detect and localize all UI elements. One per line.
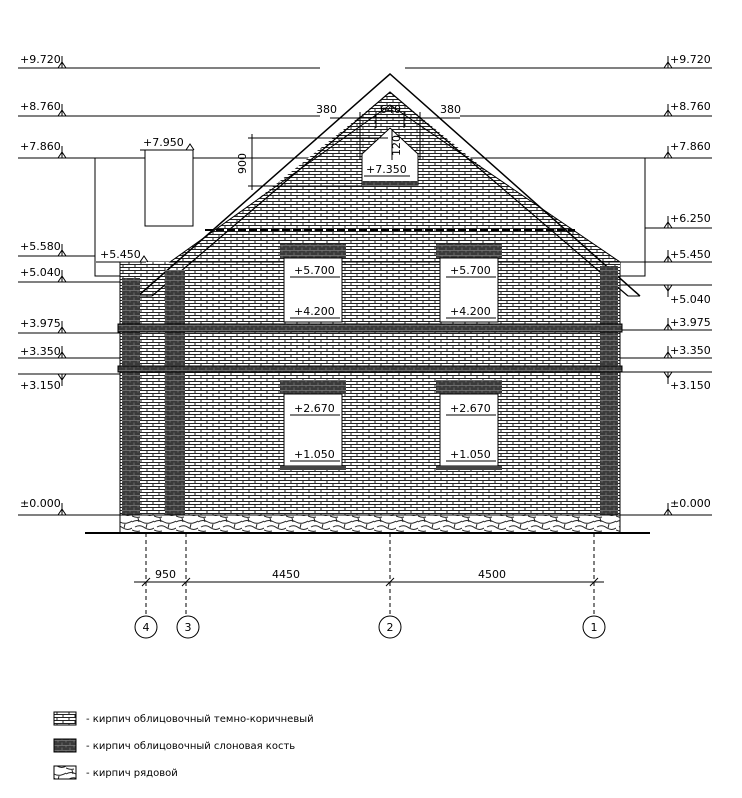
axis-markers: [135, 616, 605, 638]
level-label: ±0.000: [670, 497, 711, 510]
window-sill: [436, 466, 502, 470]
legend-text: - кирпич рядовой: [86, 768, 178, 779]
legend-text: - кирпич облицовочный темно-коричневый: [86, 714, 314, 725]
level-mark: [18, 374, 120, 392]
level-mark: [18, 317, 120, 333]
level-label: ±0.000: [20, 497, 61, 510]
axis-bubble: [135, 616, 157, 638]
level-mark: [460, 100, 712, 116]
legend-item: [54, 712, 314, 725]
legend-item: [54, 766, 178, 779]
level-label: +5.580: [20, 240, 61, 253]
level-mark: [620, 497, 712, 515]
legend-item: [54, 739, 295, 752]
level-mark: [290, 448, 340, 461]
axis-label: 4: [142, 621, 150, 634]
dim-label: 4450: [272, 568, 300, 581]
level-label: +5.450: [100, 248, 141, 261]
level-label: +3.975: [670, 316, 711, 329]
level-label: +7.950: [143, 136, 184, 149]
belt-course: [118, 324, 622, 332]
level-mark: [290, 264, 340, 277]
level-mark: [446, 264, 496, 277]
level-mark: [96, 248, 148, 262]
legend-text: - кирпич облицовочный слоновая кость: [86, 741, 296, 752]
chimney: [145, 150, 193, 226]
level-mark: [364, 163, 410, 176]
level-label: +3.150: [20, 379, 61, 392]
level-label: +4.200: [294, 305, 335, 318]
level-label: +2.670: [294, 402, 335, 415]
level-mark: [446, 448, 496, 461]
level-mark: [290, 305, 340, 318]
level-mark: [18, 100, 320, 116]
level-mark: [18, 240, 95, 256]
brick-dark-icon: [54, 739, 76, 752]
level-label: +5.450: [670, 248, 711, 261]
level-label: +5.700: [294, 264, 335, 277]
window-sill: [280, 466, 346, 470]
axis-bubble: [177, 616, 199, 638]
level-label: +3.150: [670, 379, 711, 392]
level-label: +8.760: [20, 100, 61, 113]
dim-label: 640: [380, 103, 401, 116]
level-label: +1.050: [450, 448, 491, 461]
axis-label: 3: [184, 621, 192, 634]
level-label: +1.050: [294, 448, 335, 461]
dim-label: 380: [440, 103, 461, 116]
level-label: +7.860: [20, 140, 61, 153]
level-mark: [405, 53, 712, 68]
level-mark: [290, 402, 340, 415]
level-label: +2.670: [450, 402, 491, 415]
level-label: +3.350: [20, 345, 61, 358]
belt-course: [118, 366, 622, 372]
dim-label: 4500: [478, 568, 506, 581]
axis-bubble: [379, 616, 401, 638]
level-label: +3.350: [670, 344, 711, 357]
level-label: +4.200: [450, 305, 491, 318]
legend: [54, 712, 314, 779]
window-lintel: [436, 244, 502, 258]
level-mark: [18, 140, 95, 158]
level-mark: [645, 212, 712, 228]
window-lintel: [280, 244, 346, 258]
level-mark: [446, 402, 496, 415]
level-label: +9.720: [670, 53, 711, 66]
brick-light-icon: [54, 712, 76, 725]
brick-stone-icon: [54, 766, 76, 779]
dim-label: 120: [390, 135, 403, 156]
corner-pilaster: [165, 270, 185, 515]
level-mark: [18, 345, 120, 358]
dim-label: 900: [236, 153, 249, 174]
level-label: +6.250: [670, 212, 711, 225]
axis-label: 2: [386, 621, 394, 634]
window-sill: [362, 181, 418, 186]
level-label: +7.350: [366, 163, 407, 176]
level-label: +9.720: [20, 53, 61, 66]
level-mark: [140, 136, 194, 150]
level-label: +5.040: [670, 293, 711, 306]
wall: [120, 262, 620, 515]
level-label: +5.040: [20, 266, 61, 279]
window-lintel: [436, 380, 502, 394]
level-label: +8.760: [670, 100, 711, 113]
dim-label: 380: [316, 103, 337, 116]
corner-pilaster: [600, 266, 618, 515]
level-mark: [620, 344, 712, 358]
level-label: +3.975: [20, 317, 61, 330]
level-mark: [620, 248, 712, 262]
axis-dimensions: [134, 533, 604, 616]
level-mark: [645, 140, 712, 158]
level-mark: [446, 305, 496, 318]
window-lintel: [280, 380, 346, 394]
level-mark: [18, 266, 128, 282]
level-label: +5.700: [450, 264, 491, 277]
corner-pilaster: [122, 278, 140, 515]
axis-label: 1: [590, 621, 598, 634]
level-label: +7.860: [670, 140, 711, 153]
plinth: [120, 515, 620, 533]
level-mark: [18, 497, 120, 515]
dim-label: 950: [155, 568, 176, 581]
level-mark: [620, 372, 712, 392]
level-mark: [18, 53, 320, 68]
level-mark: [620, 316, 712, 330]
axis-bubble: [583, 616, 605, 638]
